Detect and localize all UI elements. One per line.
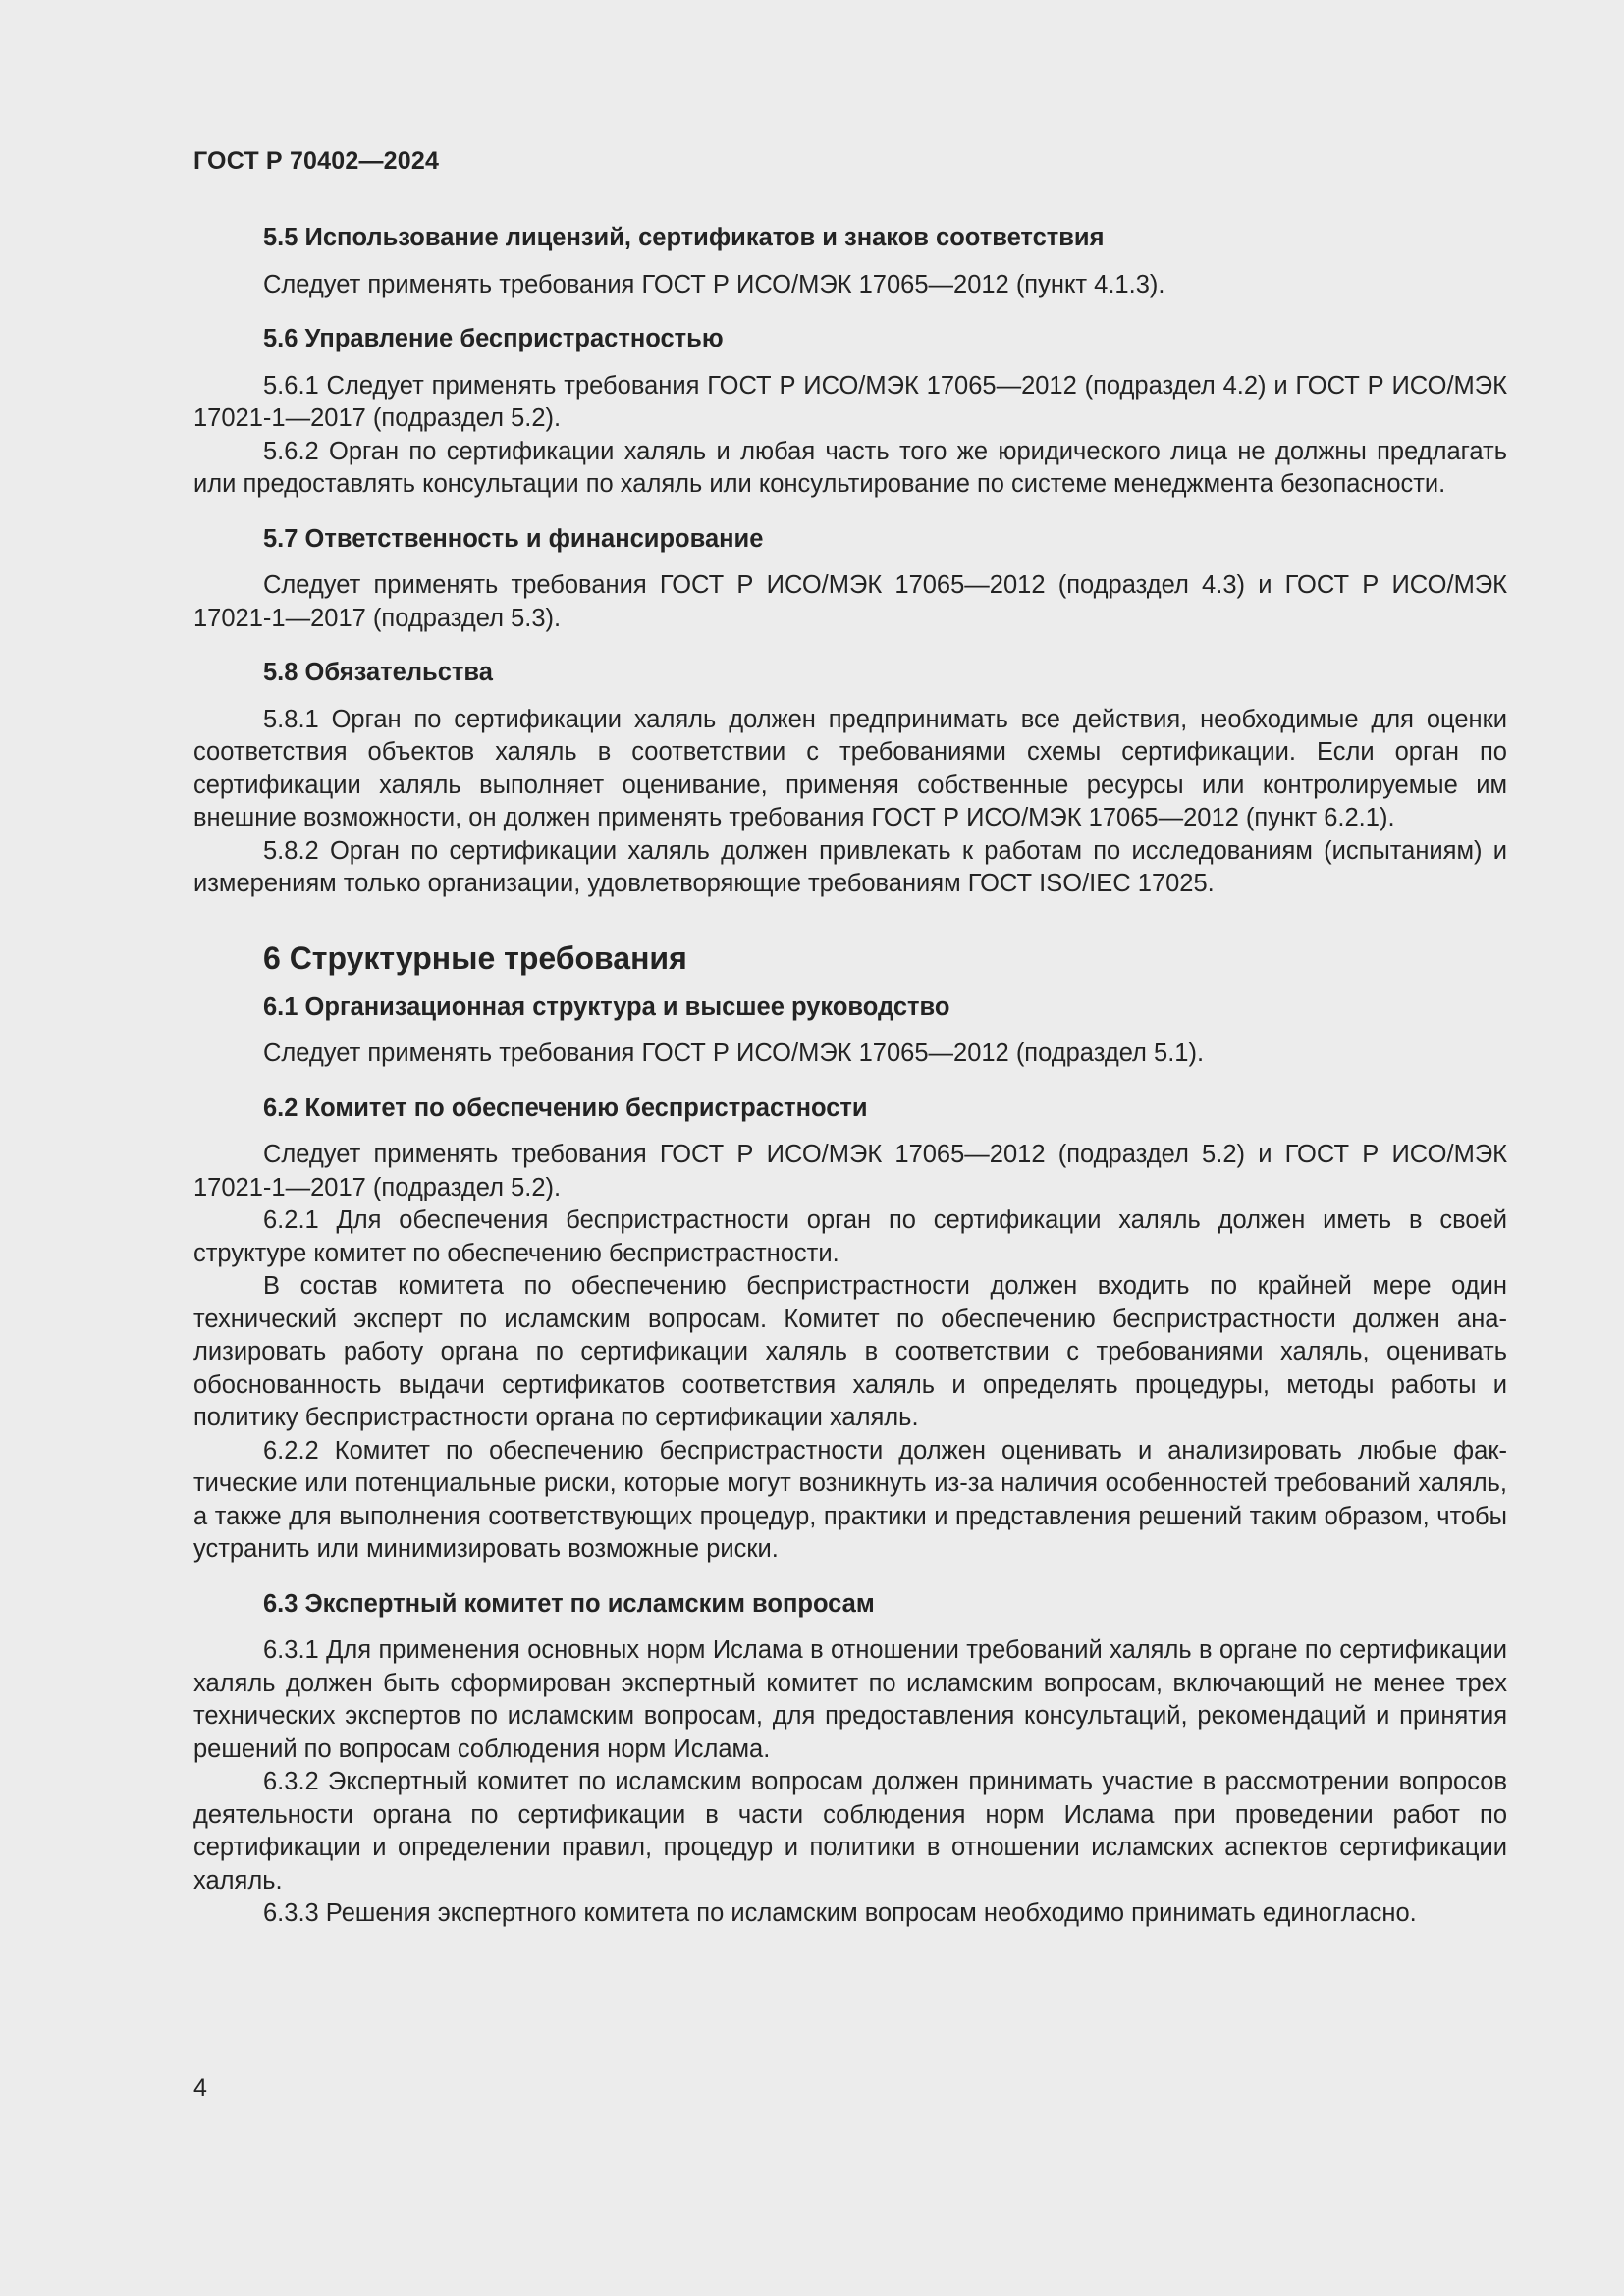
paragraph: Следует применять требования ГОСТ Р ИСО/МЭК 17065—2012 (подраздел 5.2) и ГОСТ Р ИСО/МЭК 17021-1—2017 (подраздел 5.2).: [193, 1141, 1507, 1201]
paragraph: 6.3.1 Для применения основных норм Ислама в отношении требований халяль в органе по сертификации халяль должен быть сформирован экспертный комитет по исламским вопросам, включающий не менее трех технических экспертов по исламским вопросам, для предоставления консультаций, рекомендаций и принятия решений по вопросам соблюдения норм Ислама.: [193, 1636, 1507, 1763]
section-5-5: [193, 222, 1507, 301]
section-heading: 6.3 Экспертный комитет по исламским вопросам: [263, 1589, 875, 1618]
page-number: 4: [193, 2074, 207, 2102]
paragraph: 5.8.1 Орган по сертификации халяль должен предпринимать все действия, необходимые для оценки соответствия объектов халяль в соответствии с требованиями схемы сертификации. Если орган по сертификации халяль выполняет оценивание, применяя собственные ресурсы или контролируемые им внешние возможности, он должен применять требования ГОСТ Р ИСО/МЭК 17065—2012 (пункт 6.2.1).: [193, 705, 1507, 831]
chapter-heading: 6 Структурные требования: [263, 939, 687, 976]
paragraph: В состав комитета по обеспечению беспристрастности должен входить по крайней мере один технический эксперт по исламским вопросам. Комитет по обеспечению беспристрастности должен анализировать работу органа по сертификации халяль в соответствии с требованиями халяль, оценивать обоснованность выдачи сертификатов соответствия халяль и определять процедуры, методы работы и политику беспристрастности органа по сертификации халяль.: [193, 1272, 1507, 1431]
section-6-2: [193, 1093, 1507, 1567]
section-heading: 5.8 Обязательства: [263, 659, 493, 686]
section-heading: 5.5 Использование лицензий, сертификатов и знаков соответствия: [263, 224, 1105, 251]
section-heading: 6.2 Комитет по обеспечению беспристрастности: [263, 1094, 868, 1122]
section-6-3: [193, 1588, 1507, 1931]
paragraph: 5.6.2 Орган по сертификации халяль и любая часть того же юридического лица не должны предлагать или предоставлять консультации по халяль или консультирование по системе менеджмента безопасности.: [193, 437, 1507, 498]
paragraph: Следует применять требования ГОСТ Р ИСО/МЭК 17065—2012 (подраздел 4.3) и ГОСТ Р ИСО/МЭК 17021-1—2017 (подраздел 5.3).: [193, 571, 1507, 632]
section-5-6: [193, 323, 1507, 502]
section-heading: 5.6 Управление беспристрастностью: [263, 325, 724, 352]
section-heading: 5.7 Ответственность и финансирование: [263, 524, 764, 553]
document-body: [193, 222, 1507, 1952]
paragraph: 5.8.2 Орган по сертификации халяль должен привлекать к работам по исследованиям (испытаниям) и измерениям только организации, удовлетворяющие требованиям ГОСТ ISO/IEC 17025.: [193, 836, 1507, 897]
document-header: ГОСТ Р 70402—2024: [193, 147, 440, 175]
paragraph: 6.2.1 Для обеспечения беспристрастности орган по сертификации халяль должен иметь в своей структуре комитет по обеспечению беспристрастности.: [193, 1206, 1507, 1267]
section-heading: 6.1 Организационная структура и высшее руководство: [263, 992, 950, 1021]
section-5-7: [193, 523, 1507, 636]
paragraph: 6.2.2 Комитет по обеспечению беспристрастности должен оценивать и анализировать любые фактические или потенциальные риски, которые могут возникнуть из-за наличия особенностей требований халяль, а также для выполнения соответствующих процедур, практики и представления решений таким образом, чтобы устранить или минимизировать возможные риски.: [193, 1436, 1507, 1563]
paragraph: Следует применять требования ГОСТ Р ИСО/МЭК 17065—2012 (подраздел 5.1).: [263, 1040, 1205, 1067]
paragraph: Следует применять требования ГОСТ Р ИСО/МЭК 17065—2012 (пункт 4.1.3).: [263, 270, 1165, 298]
paragraph: 5.6.1 Следует применять требования ГОСТ Р ИСО/МЭК 17065—2012 (подраздел 4.2) и ГОСТ Р ИСО/МЭК 17021-1—2017 (подраздел 5.2).: [193, 371, 1507, 432]
section-5-8: [193, 657, 1507, 901]
section-6-1: [193, 991, 1507, 1071]
paragraph: 6.3.2 Экспертный комитет по исламским вопросам должен принимать участие в рассмотрении вопросов деятельности органа по сертификации в части соблюдения норм Ислама при проведении работ по сертификации и определении правил, процедур и политики в отношении исламских аспектов сертификации халяль.: [193, 1768, 1507, 1895]
paragraph: 6.3.3 Решения экспертного комитета по исламским вопросам необходимо принимать единогласно.: [263, 1899, 1417, 1927]
